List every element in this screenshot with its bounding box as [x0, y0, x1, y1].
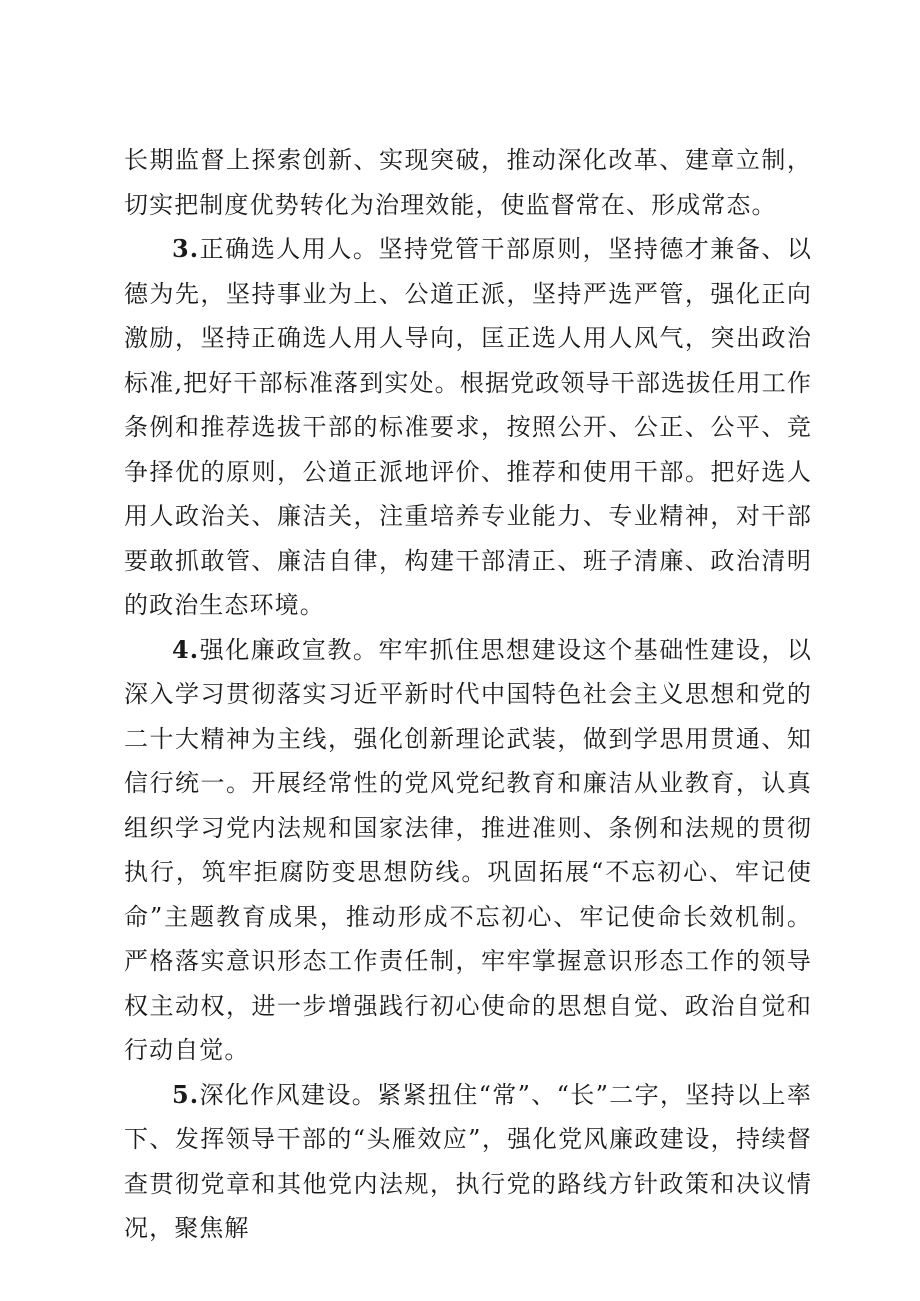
- paragraph-text: 深化作风建设。紧紧扭住“常”、“长”二字，坚持以上率下、发挥领导干部的“头雁效应”，强化党风廉政建设，持续督查贯彻党章和其他党内法规，执行党的路线方针政策和决议情况，聚焦解: [124, 1080, 812, 1242]
- section-number: 4.: [172, 634, 200, 664]
- paragraph-section-3: [124, 227, 812, 628]
- section-number: 5.: [172, 1079, 200, 1109]
- paragraph-text: 强化廉政宣教。牢牢抓住思想建设这个基础性建设，以深入学习贯彻落实习近平新时代中国特色社会主义思想和党的二十大精神为主线，强化创新理论武装，做到学思用贯通、知信行统一。开展经常性的党风党纪教育和廉洁从业教育，认真组织学习党内法规和国家法律，推进准则、条例和法规的贯彻执行，筑牢拒腐防变思想防线。巩固拓展“不忘初心、牢记使命”主题教育成果，推动形成不忘初心、牢记使命长效机制。严格落实意识形态工作责任制，牢牢掌握意识形态工作的领导权主动权，进一步增强践行初心使命的思想自觉、政治自觉和行动自觉。: [124, 635, 812, 1064]
- paragraph-section-5: [124, 1073, 812, 1251]
- paragraph-text: 正确选人用人。坚持党管干部原则，坚持德才兼备、以德为先，坚持事业为上、公道正派，坚持严选严管，强化正向激励，坚持正确选人用人导向，匡正选人用人风气，突出政治标准,把好干部标准落到实处。根据党政领导干部选拔任用工作条例和推荐选拔干部的标准要求，按照公开、公正、公平、竞争择优的原则，公道正派地评价、推荐和使用干部。把好选人用人政治关、廉洁关，注重培养专业能力、专业精神，对干部要敢抓敢管、廉洁自律，构建干部清正、班子清廉、政治清明的政治生态环境。: [124, 235, 812, 619]
- paragraph-continuation: [124, 138, 812, 227]
- paragraph-text: 长期监督上探索创新、实现突破，推动深化改革、建章立制，切实把制度优势转化为治理效能，使监督常在、形成常态。: [124, 146, 812, 219]
- paragraph-section-4: [124, 628, 812, 1073]
- document-body: [124, 138, 812, 1251]
- section-number: 3.: [172, 234, 200, 263]
